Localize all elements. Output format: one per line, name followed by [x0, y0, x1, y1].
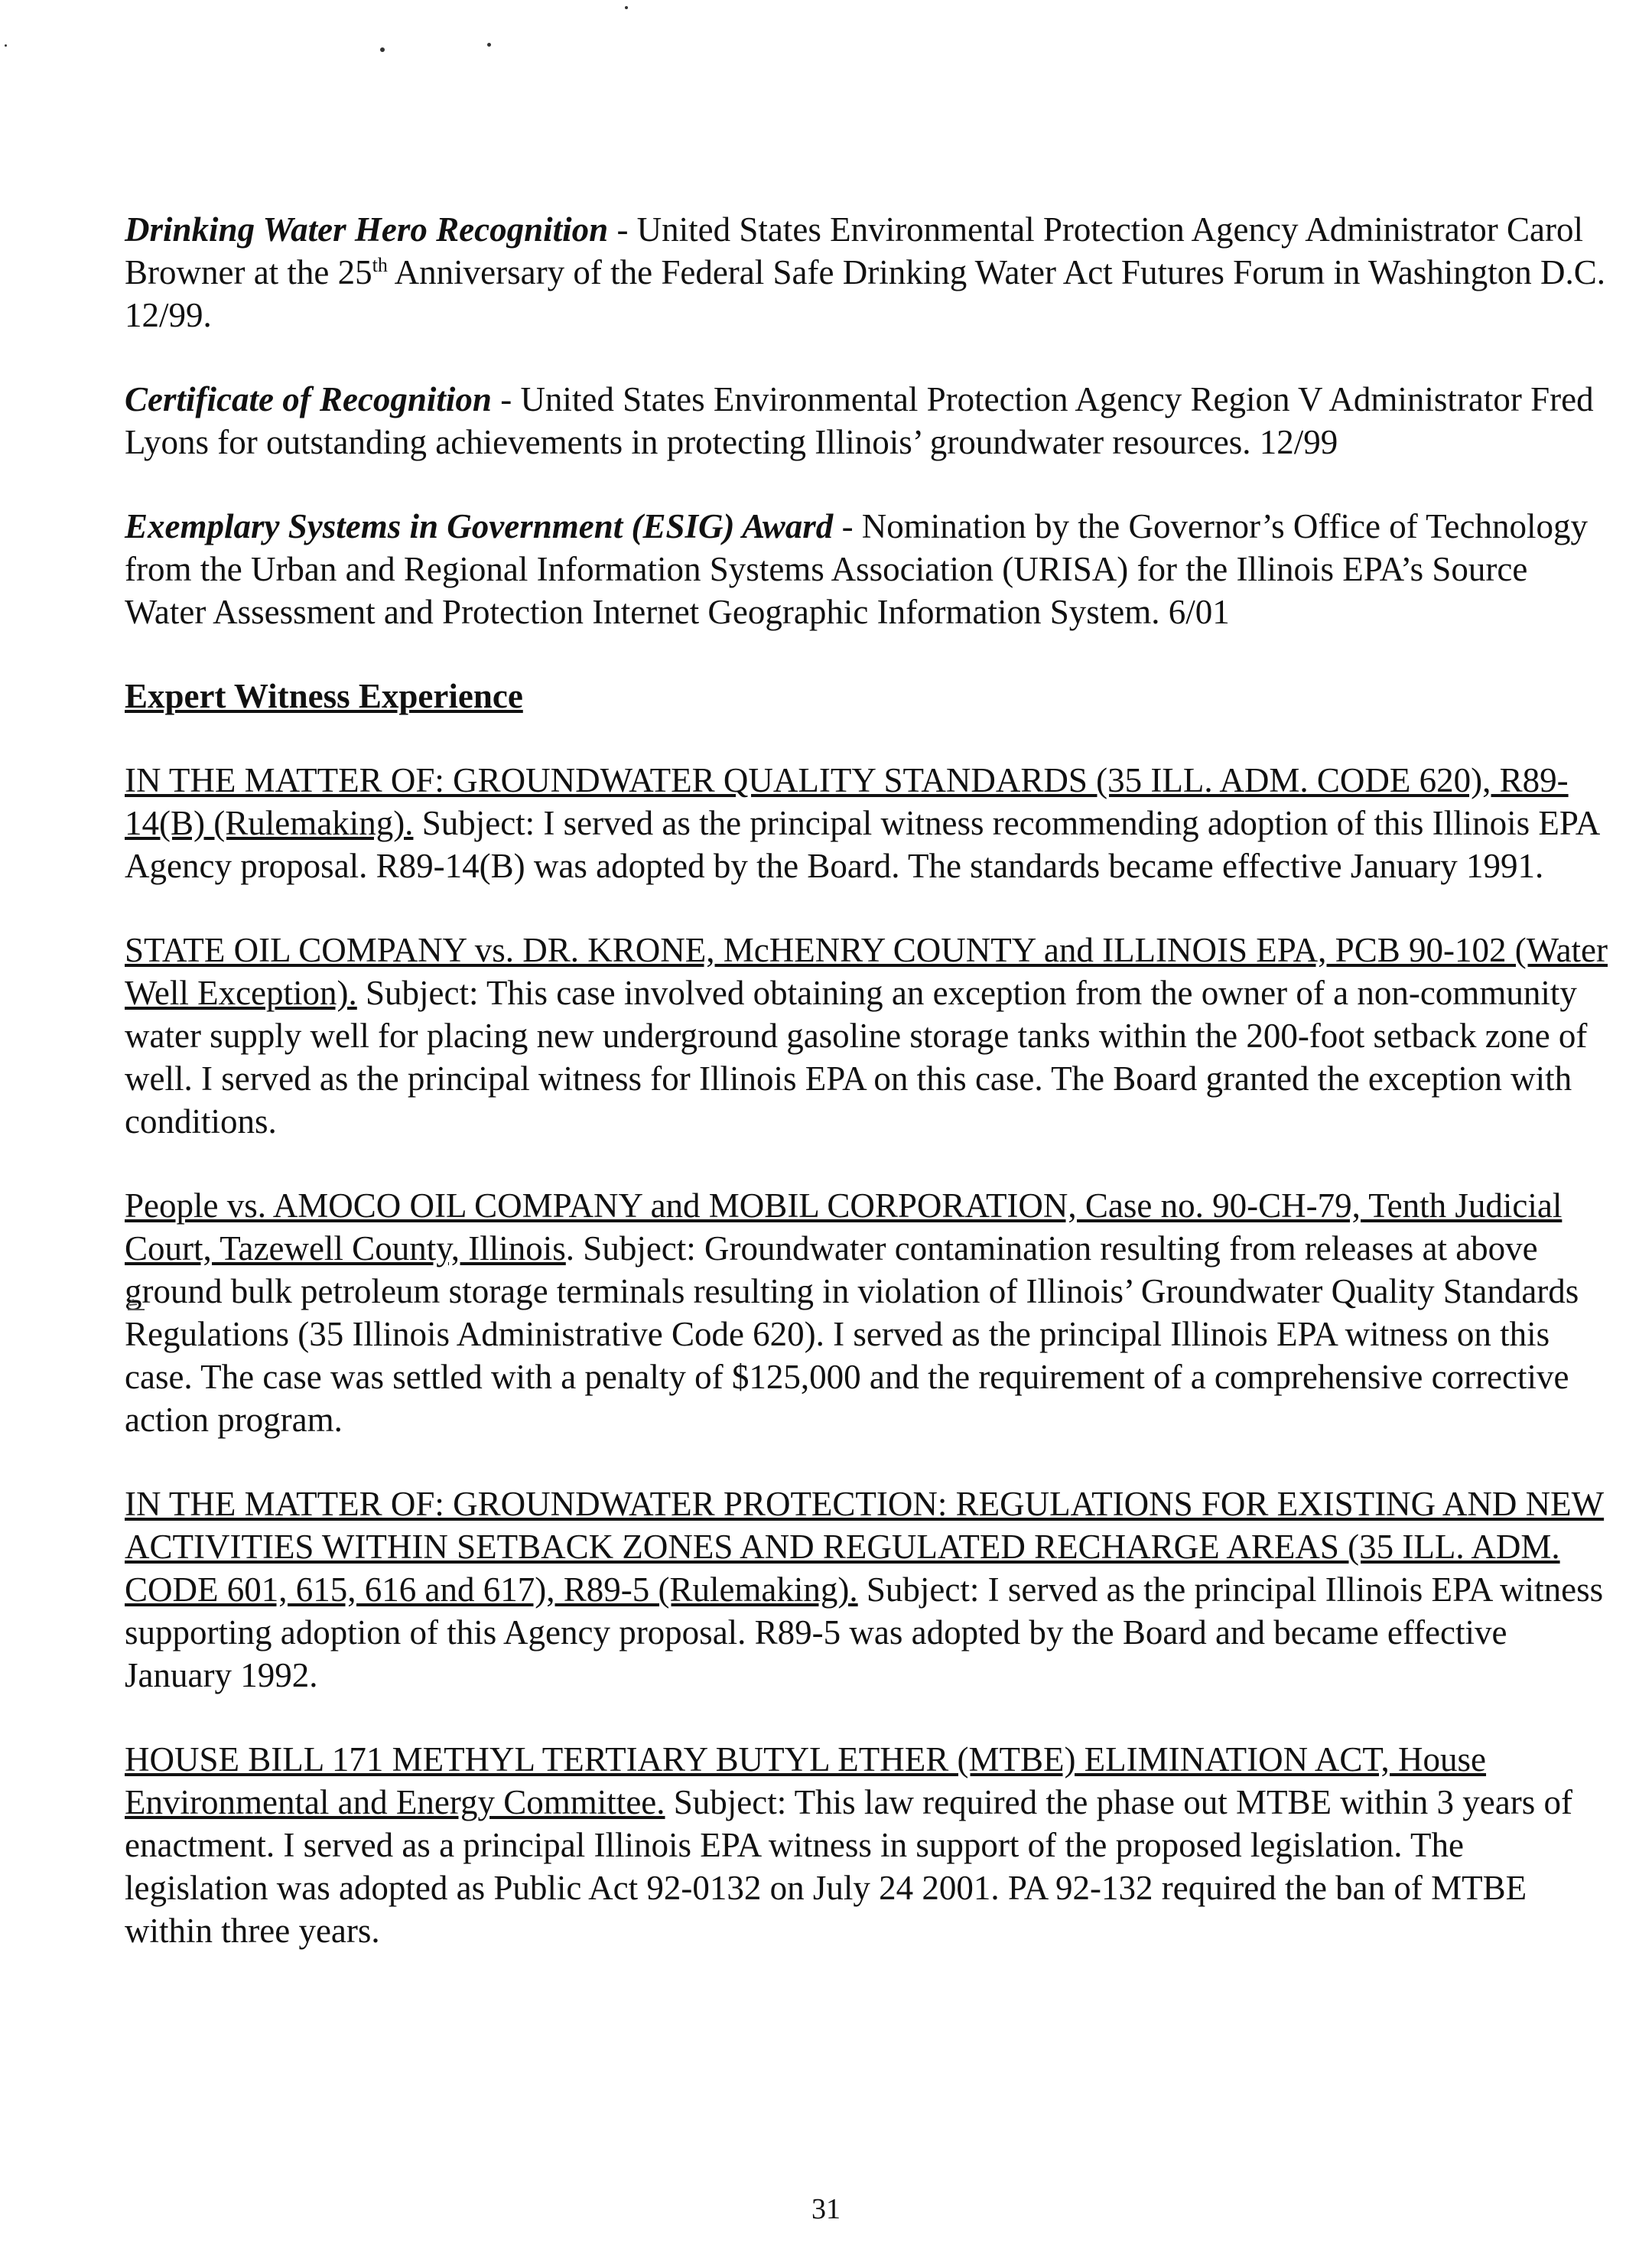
case-title: STATE OIL COMPANY vs. DR. KRONE, McHENRY COUNTY and ILLINOIS EPA, PCB 90-102 (Water Well Exception).: [125, 931, 1608, 1012]
case-title: HOUSE BILL 171 METHYL TERTIARY BUTYL ETHER (MTBE) ELIMINATION ACT, House Environmental and Energy Committee.: [125, 1740, 1487, 1821]
case-title: IN THE MATTER OF: GROUNDWATER QUALITY STANDARDS (35 ILL. ADM. CODE 620), R89-14(B) (Rulemaking).: [125, 761, 1569, 842]
scan-speck: [5, 44, 7, 47]
award-title: Exemplary Systems in Government (ESIG) Award: [125, 507, 834, 545]
award-text: Anniversary of the Federal Safe Drinking Water Act Futures Forum in Washington D.C. 12/99.: [125, 253, 1606, 334]
scan-speck: [487, 43, 491, 47]
section-heading: Expert Witness Experience: [125, 677, 523, 715]
case-entry: [125, 1738, 1608, 1952]
case-entry: [125, 1482, 1608, 1697]
award-entry: [125, 208, 1608, 337]
case-entry: [125, 929, 1608, 1143]
award-title: Drinking Water Hero Recognition: [125, 210, 609, 249]
award-text: - United States Environmental Protection Agency Region V Administrator Fred Lyons for outstanding achievements in protecting Illinois’ groundwater resources. 12/99: [125, 380, 1594, 461]
case-title: IN THE MATTER OF: GROUNDWATER PROTECTION: REGULATIONS FOR EXISTING AND NEW ACTIVITIES WITHIN SETBACK ZONES AND REGULATED RECHARGE AREAS (35 ILL. ADM. CODE 601, 615, 616 and 617), R89-5 (Rulemaking).: [125, 1485, 1605, 1609]
scan-mark-icon: [125, 1298, 148, 1313]
case-text: Subject: This case involved obtaining an exception from the owner of a non-community water supply well for placing new underground gasoline storage tanks within the 200-foot setback zone of well. I served as the principal witness for Illinois EPA on this case. The Board granted the exception with conditions.: [125, 974, 1588, 1141]
case-text: . Subject: Groundwater contamination resulting from releases at above ground bulk petroleum storage terminals resulting in violation of Illinois’ Groundwater Quality Standards Regulations (35 Illinois Administrative Code 620). I served as the principal Illinois EPA witness on this case. The case was settled with a penalty of $125,000 and the requirement of a comprehensive corrective action program.: [125, 1229, 1579, 1439]
award-entry: [125, 378, 1608, 464]
ordinal-suffix: th: [372, 254, 388, 276]
page-number: 31: [811, 2193, 841, 2225]
award-entry: [125, 505, 1608, 633]
case-text: Subject: This law required the phase out MTBE within 3 years of enactment. I served as a principal Illinois EPA witness in support of the proposed legislation. The legislation was adopted as Public Act 92-0132 on July 24 2001. PA 92-132 required the ban of MTBE within three years.: [125, 1783, 1572, 1950]
award-title: Certificate of Recognition: [125, 380, 492, 418]
document-page: [125, 208, 1608, 1993]
case-text: Subject: I served as the principal witness recommending adoption of this Illinois EPA Agency proposal. R89-14(B) was adopted by the Board. The standards became effective January 1991.: [125, 804, 1598, 885]
case-entry: [125, 1184, 1608, 1441]
case-title: People vs. AMOCO OIL COMPANY and MOBIL CORPORATION, Case no. 90-CH-79, Tenth Judicial Court, Tazewell County, Illinois: [125, 1186, 1563, 1268]
case-entry: [125, 759, 1608, 887]
scan-speck: [625, 6, 628, 9]
case-text: Subject: I served as the principal Illinois EPA witness supporting adoption of this Agency proposal. R89-5 was adopted by the Board and became effective January 1992.: [125, 1570, 1604, 1694]
award-text: - Nomination by the Governor’s Office of Technology from the Urban and Regional Information Systems Association (URISA) for the Illinois EPA’s Source Water Assessment and Protection Internet Geographic Information System. 6/01: [125, 507, 1588, 631]
scan-speck: [380, 47, 385, 52]
award-text: - United States Environmental Protection Agency Administrator Carol Browner at the 25: [125, 210, 1583, 291]
